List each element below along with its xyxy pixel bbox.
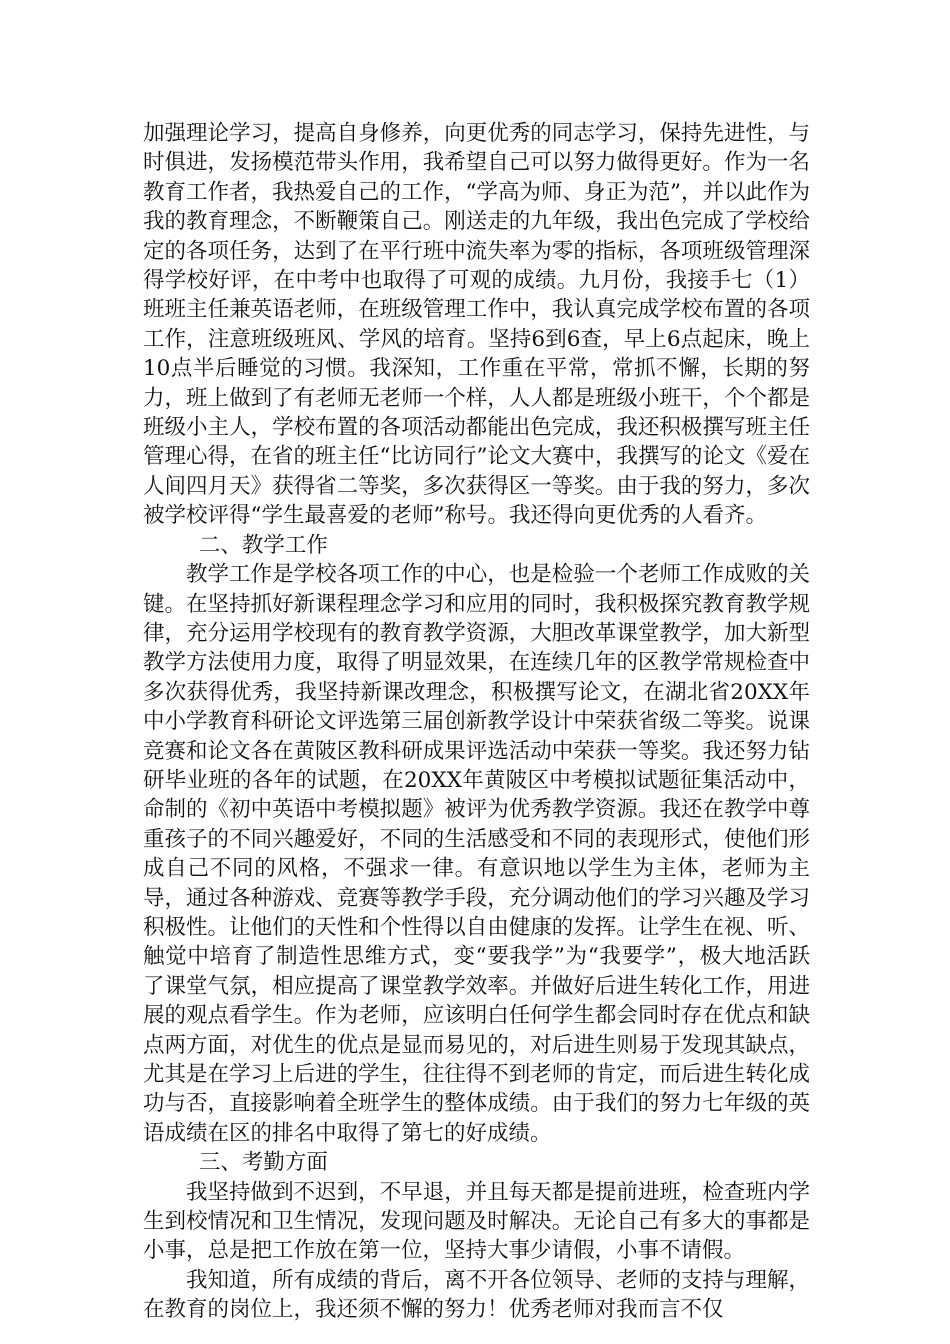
paragraph-teaching-work: 教学工作是学校各项工作的中心，也是检验一个老师工作成败的关键。在坚持抓好新课程理念学习和应用的同时，我积极探究教育教学规律，充分运用学校现有的教育教学资源，大胆改革课堂教学，加大新型教学方法使用力度，取得了明显效果，在连续几年的区教学常规检查中多次获得优秀，我坚持新课改理念，积极撰写论文，在湖北省20XX年中小学教育科研论文评选第三届创新教学设计中荣获省级二等奖。说课竞赛和论文各在黄陂区教科研成果评选活动中荣获一等奖。我还努力钻研毕业班的各年的试题，在20XX年黄陂区中考模拟试题征集活动中，命制的《初中英语中考模拟题》被评为优秀教学资源。我还在教学中尊重孩子的不同兴趣爱好，不同的生活感受和不同的表现形式，使他们形成自己不同的风格，不强求一律。有意识地以学生为主体，老师为主导，通过各种游戏、竞赛等教学手段，充分调动他们的学习兴趣及学习积极性。让他们的天性和个性得以自由健康的发挥。让学生在视、听、触觉中培育了制造性思维方式，变“要我学”为“我要学”，极大地活跃了课堂气氛，相应提高了课堂教学效率。并做好后进生转化工作，用进展的观点看学生。作为老师，应该明白任何学生都会同时存在优点和缺点两方面，对优生的优点是显而易见的，对后进生则易于发现其缺点，尤其是在学习上后进的学生，往往得不到老师的肯定，而后进生转化成功与否，直接影响着全班学生的整体成绩。由于我们的努力七年级的英语成绩在区的排名中取得了第七的好成绩。 bbox=[143, 562, 810, 1146]
paragraph-attendance: 我坚持做到不迟到，不早退，并且每天都是提前进班，检查班内学生到校情况和卫生情况，发现问题及时解决。无论自己有多大的事都是小事，总是把工作放在第一位，坚持大事少请假，小事不请假。 bbox=[143, 1179, 810, 1264]
paragraph-class-management: 加强理论学习，提高自身修养，向更优秀的同志学习，保持先进性，与时俱进，发扬模范带头作用，我希望自己可以努力做得更好。作为一名教育工作者，我热爱自己的工作，“学高为师、身正为范”，并以此作为我的教育理念，不断鞭策自己。刚送走的九年级，我出色完成了学校给定的各项任务，达到了在平行班中流失率为零的指标，各项班级管理深得学校好评，在中考中也取得了可观的成绩。九月份，我接手七（1）班班主任兼英语老师，在班级管理工作中，我认真完成学校布置的各项工作，注意班级班风、学风的培育。坚持6到6查，早上6点起床，晚上10点半后睡觉的习惯。我深知，工作重在平常，常抓不懈，长期的努力，班上做到了有老师无老师一个样，人人都是班级小班干，个个都是班级小主人，学校布置的各项活动都能出色完成，我还积极撰写班主任管理心得，在省的班主任“比访同行”论文大赛中，我撰写的论文《爱在人间四月天》获得省二等奖，多次获得区一等奖。由于我的努力，多次被学校评得“学生最喜爱的老师”称号。我还得向更优秀的人看齐。 bbox=[143, 121, 810, 529]
document-body bbox=[143, 119, 810, 1325]
section-heading-teaching: 二、教学工作 bbox=[198, 532, 328, 558]
section-heading-attendance: 三、考勤方面 bbox=[198, 1150, 328, 1176]
paragraph-closing: 我知道，所有成绩的背后，离不开各位领导、老师的支持与理解，在教育的岗位上，我还须不懈的努力！优秀老师对我而言不仅 bbox=[143, 1267, 810, 1323]
